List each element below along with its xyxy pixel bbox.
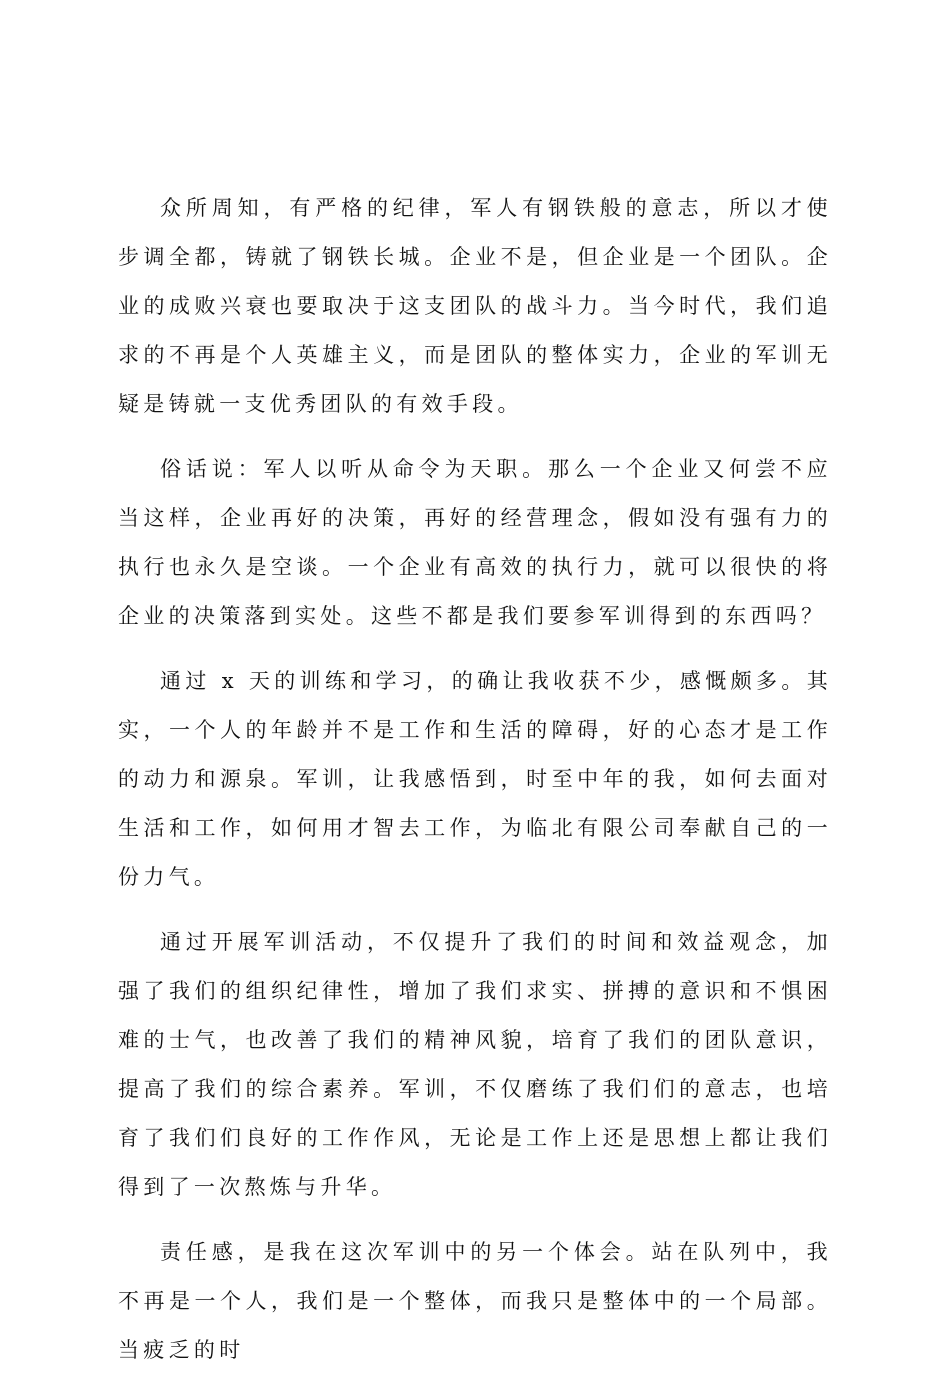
- paragraph-4: 通过开展军训活动，不仅提升了我们的时间和效益观念，加强了我们的组织纪律性，增加了我们求实、拼搏的意识和不惧困难的士气，也改善了我们的精神风貌，培育了我们的团队意识，提高了我们的综合素养。军训，不仅磨练了我们们的意志，也培育了我们们良好的工作作风，无论是工作上还是思想上都让我们得到了一次熬炼与升华。: [118, 930, 832, 1199]
- paragraph-3: 通过 x 天的训练和学习，的确让我收获不少，感慨颇多。其实，一个人的年龄并不是工作和生活的障碍，好的心态才是工作的动力和源泉。军训，让我感悟到，时至中年的我，如何去面对生活和工作，如何用才智去工作，为临北有限公司奉献自己的一份力气。: [118, 669, 832, 889]
- paragraph-5: 责任感，是我在这次军训中的另一个体会。站在队列中，我不再是一个人，我们是一个整体，而我只是整体中的一个局部。当疲乏的时: [118, 1240, 832, 1362]
- paragraph-1: 众所周知，有严格的纪律，军人有钢铁般的意志，所以才使步调全都，铸就了钢铁长城。企业不是，但企业是一个团队。企业的成败兴衰也要取决于这支团队的战斗力。当今时代，我们追求的不再是个人英雄主义，而是团队的整体实力，企业的军训无疑是铸就一支优秀团队的有效手段。: [118, 196, 832, 416]
- document-body: [118, 184, 832, 1391]
- paragraph-2: 俗话说：军人以听从命令为天职。那么一个企业又何尝不应当这样，企业再好的决策，再好的经营理念，假如没有强有力的执行也永久是空谈。一个企业有高效的执行力，就可以很快的将企业的决策落到实处。这些不都是我们要参军训得到的东西吗？: [118, 457, 832, 628]
